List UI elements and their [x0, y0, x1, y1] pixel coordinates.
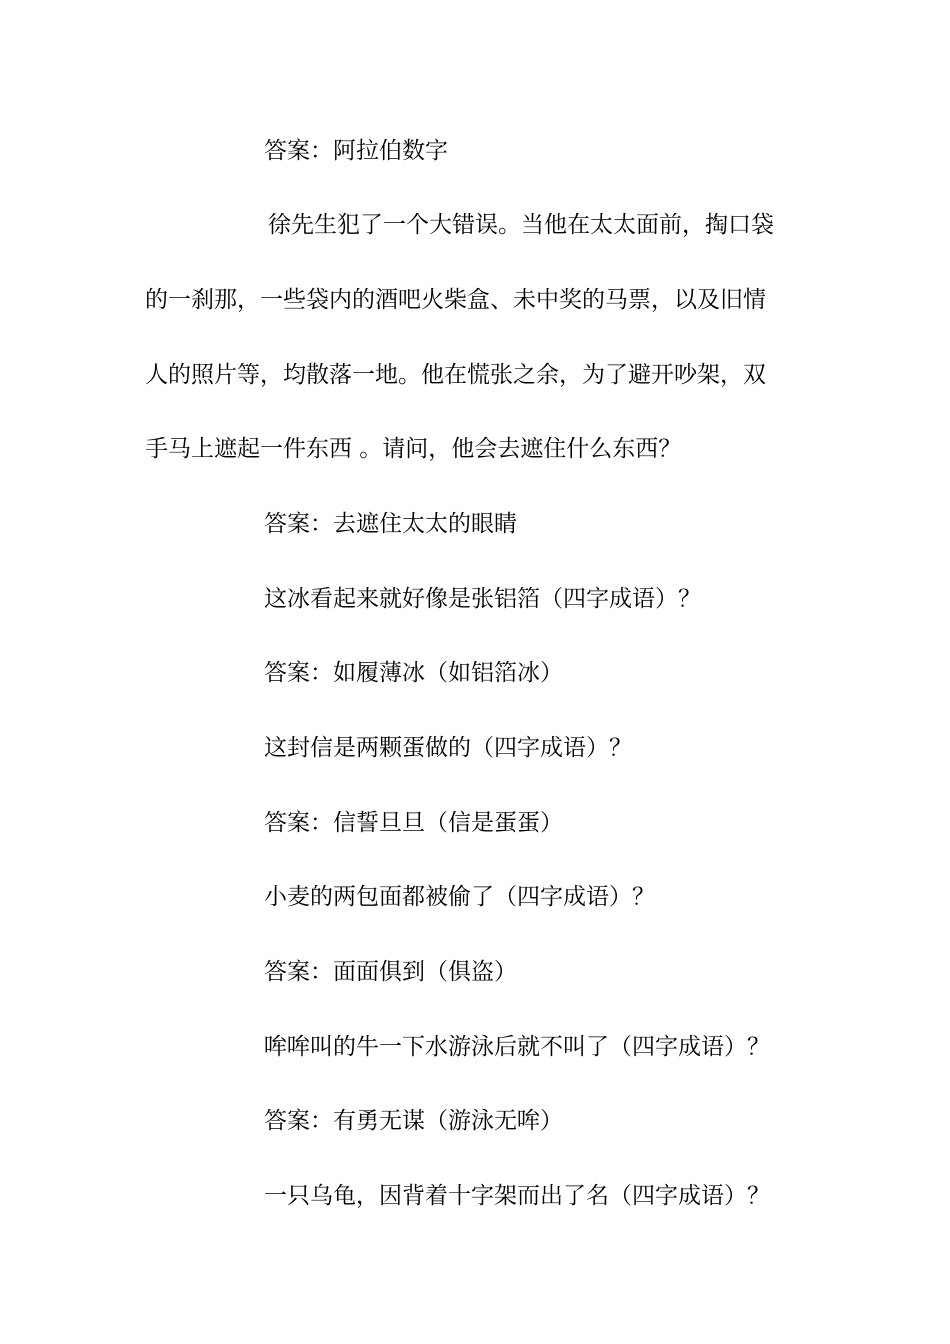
paragraph-line: 人的照片等，均散落一地。他在慌张之余，为了避开吵架，双	[145, 362, 766, 388]
answer-line: 答案：如履薄冰（如铝箔冰）	[264, 660, 563, 686]
riddle-line: 哞哞叫的牛一下水游泳后就不叫了（四字成语）？	[264, 1034, 770, 1060]
riddle-line: 这封信是两颗蛋做的（四字成语）？	[264, 735, 632, 761]
riddle-line: 一只乌龟，因背着十字架而出了名（四字成语）？	[264, 1183, 770, 1209]
riddle-line: 这冰看起来就好像是张铝箔（四字成语）？	[264, 586, 701, 612]
answer-line: 答案：去遮住太太的眼睛	[264, 511, 517, 537]
answer-line: 答案：阿拉伯数字	[264, 138, 448, 164]
paragraph-line: 徐先生犯了一个大错误。当他在太太面前，掏口袋	[268, 212, 774, 238]
paragraph-line: 的一刹那，一些袋内的酒吧火柴盒、未中奖的马票，以及旧情	[145, 287, 766, 313]
answer-line: 答案：有勇无谋（游泳无哞）	[264, 1108, 563, 1134]
paragraph-line: 手马上遮起一件东西 。请问，他会去遮住什么东西？	[145, 436, 682, 462]
riddle-line: 小麦的两包面都被偷了（四字成语）？	[264, 884, 655, 910]
answer-line: 答案：信誓旦旦（信是蛋蛋）	[264, 810, 563, 836]
answer-line: 答案：面面俱到（俱盗）	[264, 959, 517, 985]
